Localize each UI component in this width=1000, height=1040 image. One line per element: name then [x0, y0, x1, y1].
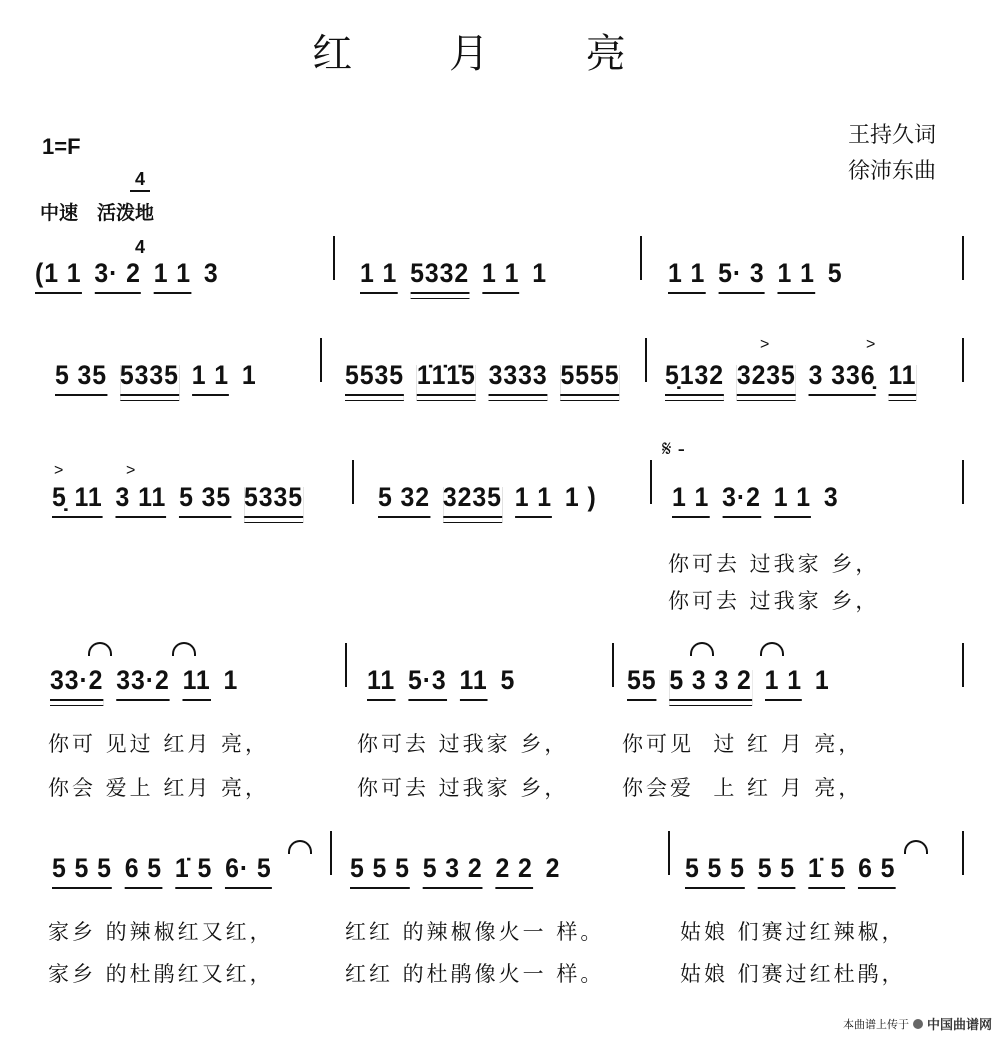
note-group: 3	[203, 258, 219, 288]
note-group: 1 1	[765, 665, 802, 701]
note-group: 1 )	[564, 482, 597, 512]
measure	[685, 853, 895, 889]
barline	[668, 831, 670, 875]
note-group: 2 2	[495, 853, 532, 889]
footer-text: 本曲谱上传于	[842, 1018, 909, 1031]
lyric-verse-1: 你可 见过 红月 亮，	[48, 732, 270, 756]
barline	[650, 460, 652, 504]
note-group: 5535	[345, 360, 404, 396]
composer: 徐沛东曲	[848, 159, 937, 184]
barline	[612, 643, 614, 687]
note-group: 1	[532, 258, 547, 288]
note-group: 3	[823, 482, 839, 512]
note-group: 1 1	[192, 360, 229, 396]
measure	[378, 482, 597, 518]
barline	[962, 236, 964, 280]
barline	[962, 460, 964, 504]
measure	[360, 258, 547, 294]
lyric-verse-2: 家乡 的杜鹃红又红，	[48, 962, 274, 986]
note-group: 1 1	[360, 258, 397, 294]
lyric-verse-1: 你可去 过我家 乡，	[357, 732, 569, 756]
lyric-verse-1: 你可去 过我家 乡，	[668, 552, 880, 576]
accent-mark: >	[760, 336, 770, 353]
lyric-verse-2: 你会爱 上 红 月 亮，	[622, 776, 863, 800]
footer-site: 中国曲谱网	[926, 1017, 992, 1032]
note-group: 5 5	[758, 853, 795, 889]
note-group: 11	[888, 360, 916, 396]
note-group: 1̇ 5	[808, 853, 845, 889]
slur-mark	[88, 642, 112, 656]
lyricist: 王持久词	[848, 123, 937, 148]
lyric-verse-2: 你可去 过我家 乡，	[357, 776, 569, 800]
accent-mark: >	[54, 462, 64, 479]
measure	[345, 360, 619, 396]
note-group: 6 5	[125, 853, 162, 889]
note-group: 5 3 3 2	[669, 665, 751, 701]
note-group: 6 5	[858, 853, 895, 889]
site-logo-icon	[913, 1019, 923, 1029]
barline	[330, 831, 332, 875]
note-group: 5	[500, 665, 516, 695]
barline	[640, 236, 642, 280]
note-group: 1 1	[778, 258, 815, 294]
measure	[52, 853, 272, 889]
time-top: 4	[130, 168, 150, 192]
slur-mark	[904, 840, 928, 854]
note-group: 6· 5	[225, 853, 271, 889]
note-group: 3333	[489, 360, 548, 396]
note-group: 3235	[443, 482, 502, 518]
slur-mark	[760, 642, 784, 656]
footer	[843, 1014, 992, 1033]
lyric-verse-2: 你可去 过我家 乡，	[668, 589, 880, 613]
note-group: 1	[814, 665, 830, 695]
barline	[345, 643, 347, 687]
note-group: 5 35	[179, 482, 231, 518]
measure	[50, 665, 238, 701]
barline	[962, 338, 964, 382]
note-group: 11	[367, 665, 395, 701]
note-group: 1 1	[154, 258, 191, 294]
note-group: 5̣132	[665, 360, 724, 396]
lyric-verse-2: 你会 爱上 红月 亮，	[48, 776, 270, 800]
note-group: 5555	[560, 360, 619, 396]
lyric-verse-1: 姑娘 们赛过红辣椒，	[680, 920, 906, 944]
barline	[320, 338, 322, 382]
note-group: 5 5 5	[685, 853, 745, 889]
measure	[665, 360, 916, 396]
note-group: 1̇1̇1̇5	[417, 360, 476, 396]
note-group: 5̣ 11	[52, 482, 103, 518]
lyric-verse-2: 红红 的杜鹃像火一 样。	[345, 962, 605, 986]
note-group: 5 35	[55, 360, 107, 396]
note-group: 11	[460, 665, 488, 701]
accent-mark: >	[866, 336, 876, 353]
slur-mark	[690, 642, 714, 656]
note-group: 3 336̣	[809, 360, 876, 396]
note-group: 1 1	[774, 482, 811, 518]
note-group: 2	[545, 853, 561, 883]
note-group: 5335	[244, 482, 303, 518]
note-group: 1 1	[668, 258, 705, 294]
note-group: 1	[223, 665, 239, 695]
measure	[52, 482, 303, 518]
note-group: 3·2	[722, 482, 761, 518]
note-group: 3235	[737, 360, 796, 396]
note-group: 5332	[410, 258, 469, 294]
note-group: 3 11	[116, 482, 167, 518]
measure	[672, 482, 839, 518]
segno-sign: 𝄋 -	[662, 436, 685, 461]
barline	[352, 460, 354, 504]
accent-mark: >	[126, 462, 136, 479]
key-signature: 1=F	[42, 134, 81, 159]
note-group: 33·2	[116, 665, 169, 701]
measure	[367, 665, 515, 701]
note-group: 1̇ 5	[175, 853, 212, 889]
note-group: 5 5 5	[350, 853, 410, 889]
note-group: 5·3	[408, 665, 447, 701]
time-bottom: 4	[135, 237, 146, 257]
note-group: 1	[241, 360, 257, 390]
measure	[35, 258, 219, 294]
note-group: 5 32	[378, 482, 430, 518]
note-group: 1 1	[515, 482, 552, 518]
note-group: 3· 2	[94, 258, 140, 294]
measure	[668, 258, 842, 294]
lyric-verse-1: 红红 的辣椒像火一 样。	[345, 920, 605, 944]
tempo-marking: 中速 活泼地	[40, 203, 155, 224]
note-group: 5 3 2	[423, 853, 483, 889]
barline	[962, 831, 964, 875]
measure	[55, 360, 257, 396]
note-group: 1 1	[672, 482, 709, 518]
lyric-verse-1: 你可见 过 红 月 亮，	[622, 732, 863, 756]
lyric-verse-1: 家乡 的辣椒红又红，	[48, 920, 274, 944]
barline	[645, 338, 647, 382]
note-group: 5335	[120, 360, 179, 396]
note-group: 5 5 5	[52, 853, 112, 889]
note-group: 1 1	[482, 258, 519, 294]
note-group: 5· 3	[718, 258, 764, 294]
note-group: 33·2	[50, 665, 103, 701]
slur-mark	[288, 840, 312, 854]
song-title: 红 月 亮	[312, 31, 668, 77]
note-group: 55	[627, 665, 656, 701]
measure	[627, 665, 830, 701]
slur-mark	[172, 642, 196, 656]
lyric-verse-2: 姑娘 们赛过红杜鹃，	[680, 962, 906, 986]
note-group: (1 1	[35, 258, 81, 294]
barline	[333, 236, 335, 280]
note-group: 11	[183, 665, 211, 701]
note-group: 5	[827, 258, 843, 288]
measure	[350, 853, 560, 889]
barline	[962, 643, 964, 687]
